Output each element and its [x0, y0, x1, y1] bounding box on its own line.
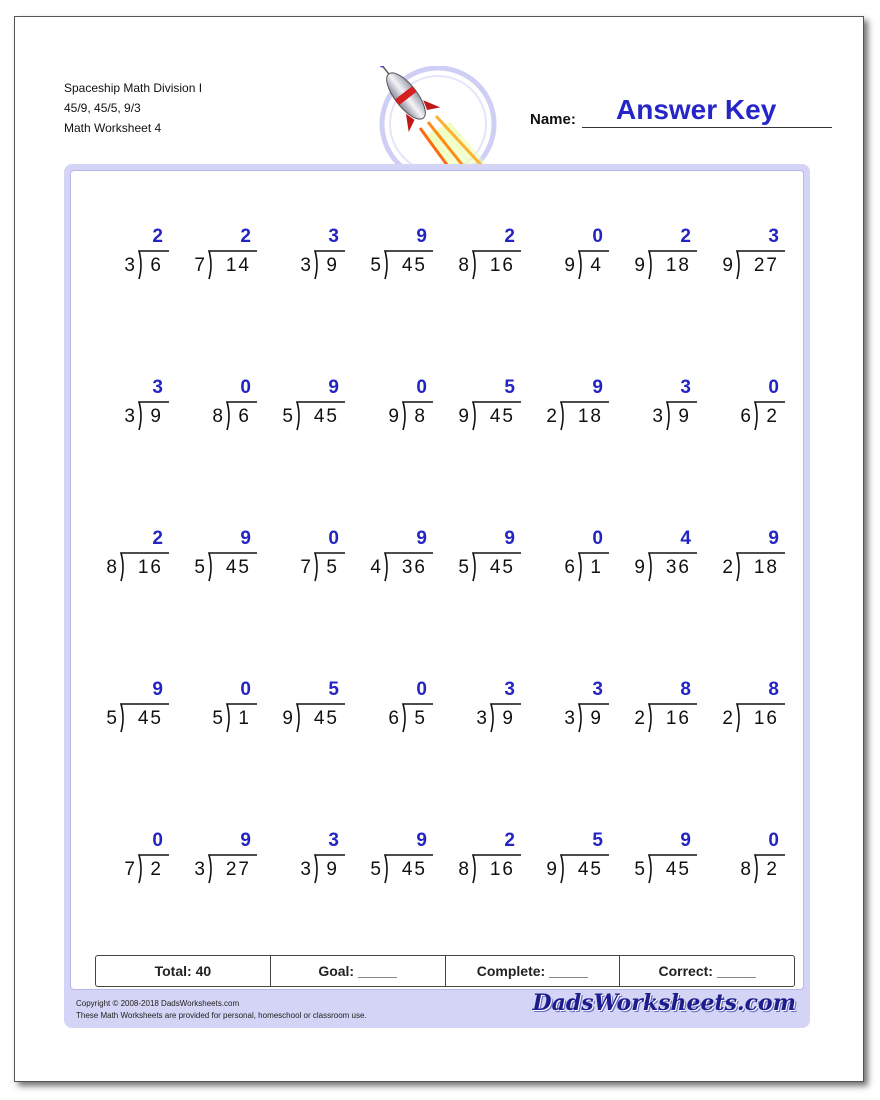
quotient-answer: 9 [416, 226, 427, 247]
quotient-answer: 5 [328, 679, 339, 700]
division-problem [353, 227, 433, 287]
dividend: 45 [225, 557, 251, 578]
divisor: 3 [194, 859, 205, 880]
division-problem [529, 529, 609, 589]
quotient-answer: 3 [680, 377, 691, 398]
dividend: 45 [489, 557, 515, 578]
divisor: 2 [546, 406, 557, 427]
worksheet-frame [64, 164, 810, 1028]
divisor: 9 [388, 406, 399, 427]
division-problem [353, 529, 433, 589]
divisor: 3 [300, 255, 311, 276]
division-problem [177, 227, 257, 287]
quotient-answer: 2 [152, 226, 163, 247]
division-problem [705, 378, 785, 438]
division-problem [177, 378, 257, 438]
problem-row [89, 227, 789, 378]
quotient-answer: 9 [240, 830, 251, 851]
quotient-answer: 2 [504, 226, 515, 247]
divisor: 2 [722, 708, 733, 729]
dividend: 9 [326, 255, 339, 276]
brand-logo[interactable]: DadsWorksheets.com [532, 990, 796, 1016]
name-label: Name: [530, 111, 576, 128]
dividend: 1 [590, 557, 603, 578]
division-problem [529, 680, 609, 740]
quotient-answer: 9 [416, 528, 427, 549]
division-problem [89, 378, 169, 438]
divisor: 3 [124, 255, 135, 276]
quotient-answer: 3 [152, 377, 163, 398]
divisor: 6 [740, 406, 751, 427]
dividend: 45 [577, 859, 603, 880]
divisor: 3 [476, 708, 487, 729]
usage-notice: These Math Worksheets are provided for personal, homeschool or classroom use. [76, 1011, 367, 1020]
dividend: 45 [401, 859, 427, 880]
complete-field[interactable]: Complete: _____ [446, 956, 621, 986]
division-problem [177, 529, 257, 589]
divisor: 6 [388, 708, 399, 729]
dividend: 2 [150, 859, 163, 880]
divisor: 5 [106, 708, 117, 729]
divisor: 7 [194, 255, 205, 276]
division-problem [441, 378, 521, 438]
quotient-answer: 5 [504, 377, 515, 398]
quotient-answer: 2 [680, 226, 691, 247]
dividend: 45 [137, 708, 163, 729]
problem-row [89, 529, 789, 680]
dividend: 1 [238, 708, 251, 729]
quotient-answer: 0 [152, 830, 163, 851]
divisor: 5 [370, 859, 381, 880]
problem-grid [89, 227, 789, 982]
name-underline [582, 127, 832, 128]
dividend: 9 [150, 406, 163, 427]
division-problem [265, 227, 345, 287]
divisor: 5 [282, 406, 293, 427]
copyright-text: Copyright © 2008-2018 DadsWorksheets.com [76, 999, 240, 1008]
dividend: 27 [753, 255, 779, 276]
dividend: 36 [401, 557, 427, 578]
divisor: 9 [634, 557, 645, 578]
divisor: 2 [634, 708, 645, 729]
divisor: 5 [194, 557, 205, 578]
worksheet-number: Math Worksheet 4 [64, 121, 162, 135]
division-problem [705, 529, 785, 589]
quotient-answer: 9 [768, 528, 779, 549]
dividend: 6 [238, 406, 251, 427]
quotient-answer: 8 [768, 679, 779, 700]
dividend: 45 [401, 255, 427, 276]
dividend: 9 [326, 859, 339, 880]
division-problem [705, 227, 785, 287]
correct-field[interactable]: Correct: _____ [658, 963, 756, 979]
quotient-answer: 3 [328, 830, 339, 851]
quotient-answer: 3 [768, 226, 779, 247]
dividend: 5 [326, 557, 339, 578]
division-problem [617, 680, 697, 740]
divisor: 5 [634, 859, 645, 880]
quotient-answer: 0 [592, 226, 603, 247]
dividend: 45 [665, 859, 691, 880]
division-problem [89, 227, 169, 287]
dividend: 18 [577, 406, 603, 427]
dividend: 16 [753, 708, 779, 729]
quotient-answer: 0 [328, 528, 339, 549]
worksheet-header [64, 78, 202, 138]
quotient-answer: 3 [328, 226, 339, 247]
quotient-answer: 0 [240, 679, 251, 700]
divisor: 8 [458, 255, 469, 276]
divisor: 8 [106, 557, 117, 578]
dividend: 4 [590, 255, 603, 276]
answer-key-text: Answer Key [616, 94, 777, 125]
worksheet-subtitle: 45/9, 45/5, 9/3 [64, 101, 141, 115]
divisor: 3 [652, 406, 663, 427]
quotient-answer: 9 [680, 830, 691, 851]
divisor: 5 [370, 255, 381, 276]
dividend: 18 [753, 557, 779, 578]
total-count: Total: 40 [96, 956, 271, 986]
divisor: 9 [564, 255, 575, 276]
dividend: 16 [137, 557, 163, 578]
dividend: 45 [489, 406, 515, 427]
division-problem [353, 680, 433, 740]
division-problem [617, 227, 697, 287]
divisor: 5 [458, 557, 469, 578]
quotient-answer: 5 [592, 830, 603, 851]
quotient-answer: 9 [240, 528, 251, 549]
divisor: 8 [458, 859, 469, 880]
score-summary [95, 955, 795, 987]
dividend: 9 [590, 708, 603, 729]
quotient-answer: 4 [680, 528, 691, 549]
dividend: 16 [489, 255, 515, 276]
divisor: 9 [282, 708, 293, 729]
divisor: 3 [564, 708, 575, 729]
dividend: 27 [225, 859, 251, 880]
division-problem [617, 529, 697, 589]
division-problem [89, 680, 169, 740]
division-problem [89, 529, 169, 589]
quotient-answer: 2 [504, 830, 515, 851]
quotient-answer: 2 [240, 226, 251, 247]
dividend: 2 [766, 406, 779, 427]
dividend: 2 [766, 859, 779, 880]
divisor: 4 [370, 557, 381, 578]
division-problem [529, 378, 609, 438]
divisor: 3 [124, 406, 135, 427]
dividend: 36 [665, 557, 691, 578]
division-problem [441, 227, 521, 287]
division-problem [617, 831, 697, 891]
problems-panel [70, 170, 804, 990]
division-problem [265, 680, 345, 740]
division-problem [441, 529, 521, 589]
division-problem [353, 378, 433, 438]
divisor: 9 [722, 255, 733, 276]
division-problem [265, 831, 345, 891]
dividend: 16 [489, 859, 515, 880]
dividend: 45 [313, 406, 339, 427]
goal-field[interactable]: Goal: _____ [271, 956, 446, 986]
quotient-answer: 9 [416, 830, 427, 851]
division-problem [177, 831, 257, 891]
quotient-answer: 0 [416, 377, 427, 398]
dividend: 8 [414, 406, 427, 427]
divisor: 8 [212, 406, 223, 427]
dividend: 9 [502, 708, 515, 729]
divisor: 9 [634, 255, 645, 276]
divisor: 3 [300, 859, 311, 880]
dividend: 45 [313, 708, 339, 729]
division-problem [705, 680, 785, 740]
division-problem [177, 680, 257, 740]
division-problem [265, 378, 345, 438]
divisor: 2 [722, 557, 733, 578]
division-problem [529, 227, 609, 287]
name-field[interactable] [530, 92, 832, 130]
quotient-answer: 0 [416, 679, 427, 700]
problem-row [89, 378, 789, 529]
division-problem [265, 529, 345, 589]
divisor: 7 [300, 557, 311, 578]
quotient-answer: 0 [768, 830, 779, 851]
quotient-answer: 3 [592, 679, 603, 700]
dividend: 18 [665, 255, 691, 276]
divisor: 5 [212, 708, 223, 729]
divisor: 9 [458, 406, 469, 427]
division-problem [617, 378, 697, 438]
dividend: 9 [678, 406, 691, 427]
problem-row [89, 680, 789, 831]
dividend: 5 [414, 708, 427, 729]
division-problem [529, 831, 609, 891]
quotient-answer: 0 [240, 377, 251, 398]
quotient-answer: 2 [152, 528, 163, 549]
dividend: 14 [225, 255, 251, 276]
division-problem [441, 680, 521, 740]
dividend: 16 [665, 708, 691, 729]
worksheet-title: Spaceship Math Division I [64, 81, 203, 95]
quotient-answer: 8 [680, 679, 691, 700]
divisor: 9 [546, 859, 557, 880]
division-problem [353, 831, 433, 891]
divisor: 7 [124, 859, 135, 880]
quotient-answer: 0 [592, 528, 603, 549]
divisor: 8 [740, 859, 751, 880]
division-problem [89, 831, 169, 891]
divisor: 6 [564, 557, 575, 578]
footer-text [76, 998, 367, 1022]
quotient-answer: 9 [328, 377, 339, 398]
division-problem [441, 831, 521, 891]
dividend: 6 [150, 255, 163, 276]
quotient-answer: 9 [152, 679, 163, 700]
quotient-answer: 9 [592, 377, 603, 398]
division-problem [705, 831, 785, 891]
quotient-answer: 0 [768, 377, 779, 398]
quotient-answer: 9 [504, 528, 515, 549]
quotient-answer: 3 [504, 679, 515, 700]
